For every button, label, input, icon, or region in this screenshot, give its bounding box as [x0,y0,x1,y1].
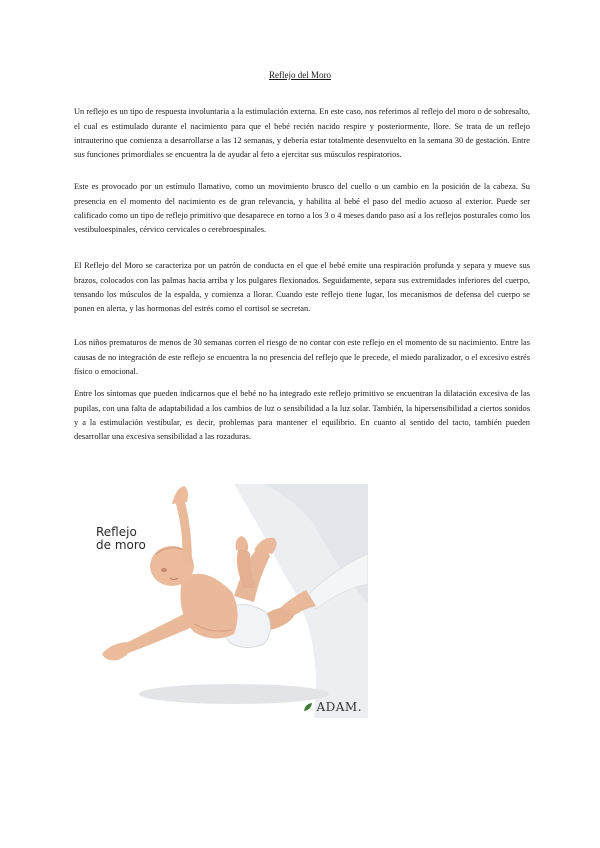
moro-reflex-illustration [84,484,368,718]
paragraph-3: El Reflejo del Moro se caracteriza por un patrón de conducta en el que el bebé emite una respiración profunda y separa y mueve sus brazos, colocados con las palmas hacia arriba y los pulgares flexionados. Seguidamente, separa sus extremidades inferiores del cuerpo, tensando los músculos de la espalda, y comienza a llorar. Cuando este reflejo tiene lugar, los mecanismos de defensa del cuerpo se ponen en alerta, y las hormonas del estrés como el cortisol se secretan. [74,261,530,313]
paragraph-1: Un reflejo es un tipo de respuesta involuntaria a la estimulación externa. En este caso, nos referimos al reflejo del moro o de sobresalto, el cual es estimulado durante el nacimiento para que el bebé recién nacido respire y posteriormente, llore. Se trata de un reflejo intrauterino que comienza a desarrollarse a las 12 semanas, y debería estar totalmente desenvuelto en la semana 30 de gestación. Entre sus funciones primordiales se encuentra la de ayudar al feto a ejercitar sus músculos respiratorios. [74,107,530,159]
paragraph-4: Los niños prematuros de menos de 30 semanas corren el riesgo de no contar con este reflejo en el momento de su nacimiento. Entre las causas de no integración de este reflejo se encuentra la no presencia del reflejo que le precede, el miedo paralizador, o el excesivo estrés físico o emocional. [74,338,530,376]
paragraph-2: Este es provocado por un estímulo llamativo, como un movimiento brusco del cuello o un cambio en la posición de la cabeza. Su presencia en el momento del nacimiento es de gran relevancia, y habilita al bebé el paso del medio acuoso al exterior. Puede ser calificado como un tipo de reflejo primitivo que desaparece en torno a los 3 o 4 meses dando paso así a los reflejos posturales como los vestibuloespinales, cérvico cervicales o cerebroespinales. [74,182,530,234]
figure-label-line2: de moro [96,538,146,552]
adam-logo-text: ADAM. [316,700,362,714]
paragraph-5: Entre los síntomas que pueden indicarnos que el bebé no ha integrado este reflejo primitivo se encuentran la dilatación excesiva de las pupilas, con una falta de adaptabilidad a los cambios de luz o sensibilidad a la luz solar. También, la hipersensibilidad a ciertos sonidos y a la estimulación vestibular, es decir, problemas para mantener el equilibrio. En cuanto al sentido del tacto, también pueden desarrollar una excesiva sensibilidad a las rozaduras. [74,389,530,441]
leaf-icon [303,702,313,712]
baby-illustration [84,484,368,718]
figure-label [96,526,146,552]
adam-logo [303,700,362,714]
document-title: Reflejo del Moro [269,70,331,80]
figure-label-line1: Reflejo [96,525,137,539]
